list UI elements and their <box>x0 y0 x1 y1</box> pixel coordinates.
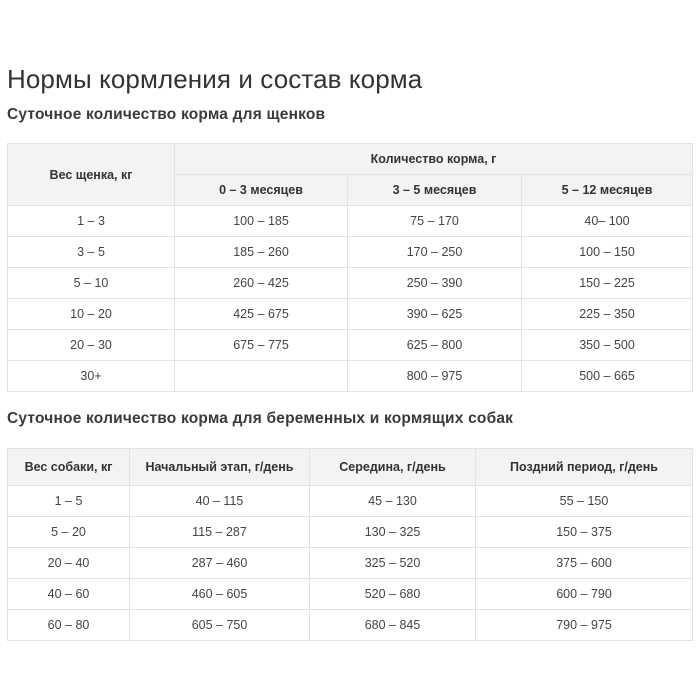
table-cell: 425 – 675 <box>175 299 348 330</box>
table-cell: 325 – 520 <box>310 548 476 579</box>
table-row <box>8 579 693 610</box>
header-middle-stage: Середина, г/день <box>310 449 476 486</box>
table-cell: 45 – 130 <box>310 486 476 517</box>
table-cell: 3 – 5 <box>8 237 175 268</box>
header-age-5-12: 5 – 12 месяцев <box>522 175 693 206</box>
header-age-0-3: 0 – 3 месяцев <box>175 175 348 206</box>
table-row <box>8 330 693 361</box>
table-cell: 75 – 170 <box>348 206 522 237</box>
header-age-3-5: 3 – 5 месяцев <box>348 175 522 206</box>
table-cell: 40– 100 <box>522 206 693 237</box>
header-dog-weight: Вес собаки, кг <box>8 449 130 486</box>
pregnant-section-heading: Суточное количество корма для беременных и кормящих собак <box>7 410 514 427</box>
table-cell: 185 – 260 <box>175 237 348 268</box>
table-cell: 260 – 425 <box>175 268 348 299</box>
table-cell: 20 – 40 <box>8 548 130 579</box>
table-cell: 460 – 605 <box>130 579 310 610</box>
table-cell: 170 – 250 <box>348 237 522 268</box>
table-cell: 390 – 625 <box>348 299 522 330</box>
table-row <box>8 610 693 641</box>
table-cell: 680 – 845 <box>310 610 476 641</box>
table-cell: 600 – 790 <box>476 579 693 610</box>
table-cell: 115 – 287 <box>130 517 310 548</box>
table-cell: 790 – 975 <box>476 610 693 641</box>
page-title: Нормы кормления и состав корма <box>7 64 423 94</box>
table-row <box>8 517 693 548</box>
table-cell: 40 – 60 <box>8 579 130 610</box>
table-row <box>8 299 693 330</box>
table-cell: 55 – 150 <box>476 486 693 517</box>
pregnant-feeding-table <box>7 448 693 641</box>
table-cell: 5 – 20 <box>8 517 130 548</box>
table-cell: 350 – 500 <box>522 330 693 361</box>
table-cell: 10 – 20 <box>8 299 175 330</box>
table-cell <box>175 361 348 392</box>
puppy-feeding-table <box>7 143 693 392</box>
header-food-amount: Количество корма, г <box>175 144 693 175</box>
table-cell: 100 – 185 <box>175 206 348 237</box>
table-cell: 130 – 325 <box>310 517 476 548</box>
puppy-section-heading: Суточное количество корма для щенков <box>7 106 326 123</box>
table-cell: 225 – 350 <box>522 299 693 330</box>
table-cell: 5 – 10 <box>8 268 175 299</box>
table-row <box>8 486 693 517</box>
header-puppy-weight: Вес щенка, кг <box>8 144 175 206</box>
table-cell: 287 – 460 <box>130 548 310 579</box>
table-cell: 60 – 80 <box>8 610 130 641</box>
table-cell: 100 – 150 <box>522 237 693 268</box>
table-row <box>8 548 693 579</box>
table-row <box>8 237 693 268</box>
table-cell: 150 – 375 <box>476 517 693 548</box>
table-cell: 40 – 115 <box>130 486 310 517</box>
table-cell: 520 – 680 <box>310 579 476 610</box>
table-row <box>8 361 693 392</box>
header-initial-stage: Начальный этап, г/день <box>130 449 310 486</box>
table-cell: 1 – 3 <box>8 206 175 237</box>
table-cell: 250 – 390 <box>348 268 522 299</box>
table-cell: 625 – 800 <box>348 330 522 361</box>
table-row <box>8 268 693 299</box>
table-cell: 500 – 665 <box>522 361 693 392</box>
table-cell: 30+ <box>8 361 175 392</box>
table-cell: 675 – 775 <box>175 330 348 361</box>
table-cell: 20 – 30 <box>8 330 175 361</box>
table-cell: 800 – 975 <box>348 361 522 392</box>
table-cell: 375 – 600 <box>476 548 693 579</box>
table-cell: 150 – 225 <box>522 268 693 299</box>
table-cell: 605 – 750 <box>130 610 310 641</box>
table-row <box>8 206 693 237</box>
header-late-stage: Поздний период, г/день <box>476 449 693 486</box>
table-cell: 1 – 5 <box>8 486 130 517</box>
